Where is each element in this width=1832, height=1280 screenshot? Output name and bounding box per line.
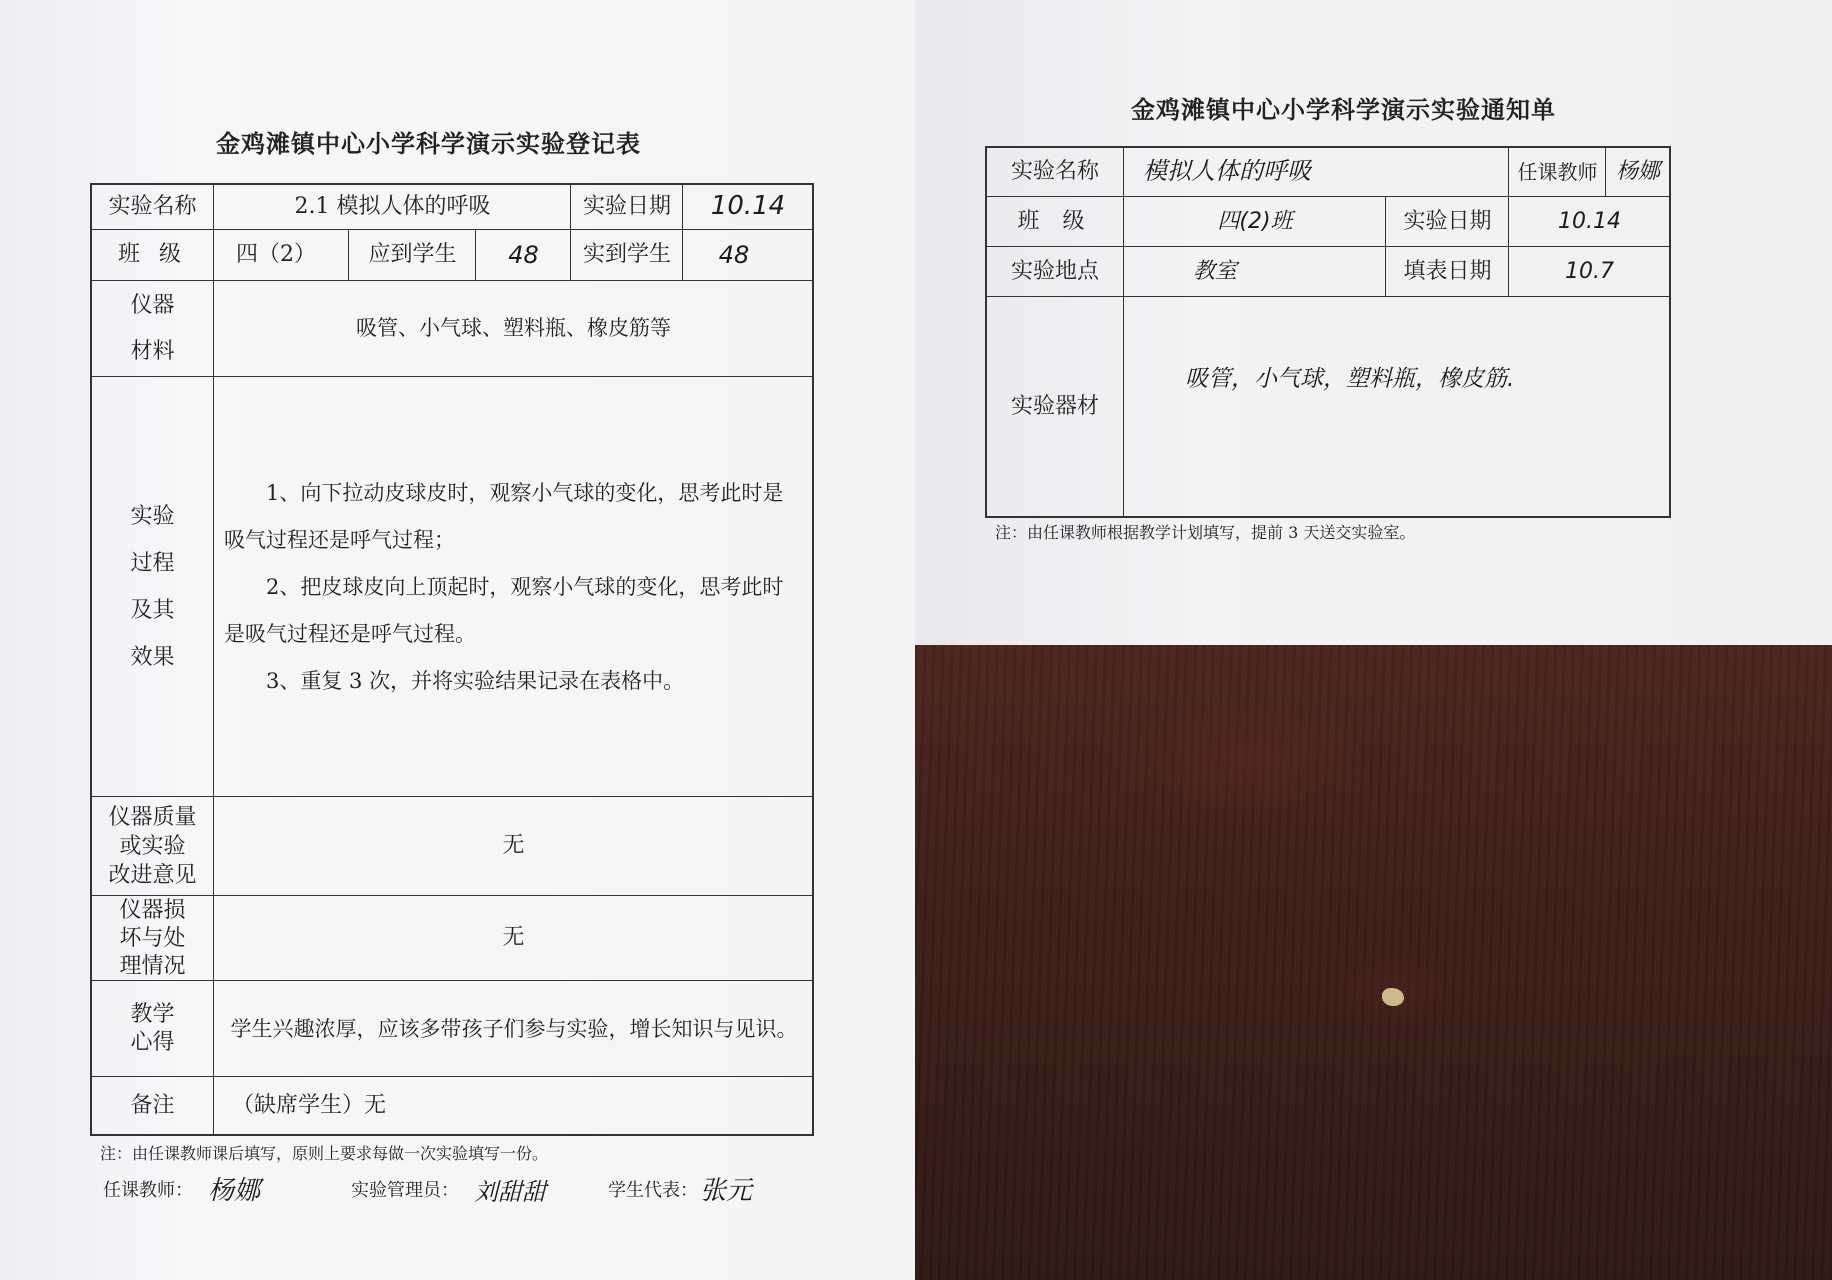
notice-teacher-value: 杨娜 (1615, 158, 1660, 184)
teacher-signature-label: 任课教师： (103, 1180, 193, 1201)
notice-form-note: 注：由任课教师根据教学计划填写，提前 3 天送交实验室。 (995, 523, 1416, 542)
reflection-label: 教学 心得 (130, 1002, 175, 1055)
notice-class-value: 四(2)班 (1217, 208, 1293, 234)
notice-class-label: 班 级 (1017, 208, 1093, 234)
process-label: 实验 过程 及其 效果 (130, 504, 175, 670)
damage-value: 无 (502, 925, 525, 951)
student-rep-signature: 张元 (700, 1176, 753, 1206)
process-step-1: 1、向下拉动皮球皮时，观察小气球的变化，思考此时是吸气过程还是呼气过程； (224, 481, 784, 552)
notice-place-label: 实验地点 (1010, 258, 1099, 284)
notice-place-value: 教室 (1192, 258, 1237, 284)
experiment-date-label: 实验日期 (582, 193, 671, 219)
teacher-signature: 杨娜 (208, 1176, 261, 1206)
notice-teacher-label: 任课教师 (1517, 160, 1598, 184)
materials-label: 仪器 材料 (130, 293, 175, 364)
notice-fill-date-value: 10.7 (1565, 258, 1614, 284)
experiment-name-label: 实验名称 (108, 193, 197, 219)
manager-signature-label: 实验管理员： (351, 1180, 459, 1201)
remarks-label: 备注 (130, 1092, 175, 1118)
notice-equipment-value: 吸管，小气球，塑料瓶，橡皮筋. (1185, 366, 1515, 393)
materials-value: 吸管、小气球、塑料瓶、橡皮筋等 (356, 316, 671, 341)
class-value: 四（2） (236, 242, 316, 268)
reflection-value: 学生兴趣浓厚，应该多带孩子们参与实验，增长知识与见识。 (230, 1017, 798, 1041)
experiment-name-value: 2.1 模拟人体的呼吸 (294, 193, 491, 219)
quality-value: 无 (502, 833, 525, 859)
actual-students-value: 48 (718, 240, 750, 269)
table-speck (1382, 988, 1404, 1006)
quality-label: 仪器质量 或实验 改进意见 (108, 805, 197, 888)
process-step-3: 3、重复 3 次，并将实验结果记录在表格中。 (266, 669, 685, 693)
notice-form-title: 金鸡滩镇中心小学科学演示实验通知单 (1131, 95, 1556, 124)
manager-signature: 刘甜甜 (474, 1178, 546, 1206)
notice-fill-date-label: 填表日期 (1403, 258, 1492, 284)
notice-form-sheet (915, 0, 1832, 645)
registration-form-title: 金鸡滩镇中心小学科学演示实验登记表 (216, 129, 641, 158)
student-rep-label: 学生代表： (608, 1180, 698, 1201)
notice-date-label: 实验日期 (1403, 208, 1492, 234)
class-label: 班 级 (118, 242, 187, 268)
remarks-value: （缺席学生）无 (232, 1092, 387, 1118)
experiment-date-value: 10.14 (710, 191, 786, 222)
expected-students-label: 应到学生 (368, 242, 457, 268)
notice-date-value: 10.14 (1558, 208, 1621, 234)
notice-experiment-name-label: 实验名称 (1010, 158, 1099, 184)
damage-label: 仪器损 坏与处 理情况 (119, 897, 186, 979)
registration-form-note: 注：由任课教师课后填写，原则上要求每做一次实验填写一份。 (100, 1144, 549, 1163)
registration-form-sheet (0, 0, 915, 1280)
wooden-table (915, 640, 1832, 1280)
notice-experiment-name-value: 模拟人体的呼吸 (1143, 157, 1311, 186)
process-step-2: 2、把皮球皮向上顶起时，观察小气球的变化，思考此时是吸气过程还是呼气过程。 (224, 575, 784, 646)
notice-equipment-label: 实验器材 (1010, 393, 1099, 419)
actual-students-label: 实到学生 (582, 242, 671, 268)
expected-students-value: 48 (508, 240, 539, 269)
